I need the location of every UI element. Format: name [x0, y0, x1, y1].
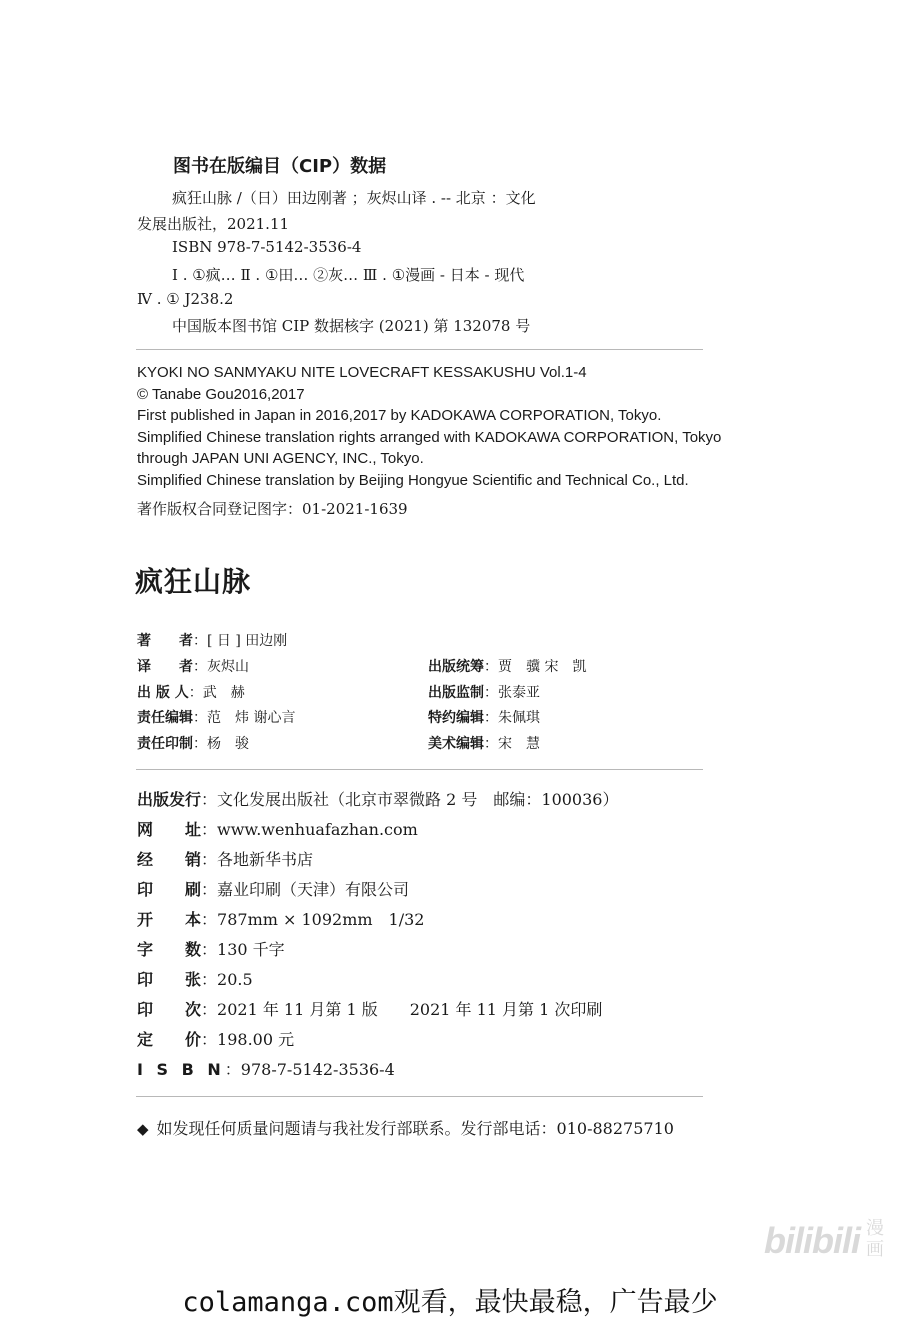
publication-row: [137, 937, 285, 960]
quality-notice: [137, 1116, 674, 1139]
publication-value: 198.00 元: [217, 1030, 295, 1049]
rights-line: © Tanabe Gou2016,2017: [137, 386, 305, 403]
publication-row: [137, 997, 602, 1020]
rights-line: Simplified Chinese translation rights arranged with KADOKAWA CORPORATION, Tokyo: [137, 429, 722, 446]
cip-line: 中国版本图书馆 CIP 数据核字 (2021) 第 132078 号: [172, 317, 531, 335]
publication-row: [137, 1057, 395, 1080]
publication-separator: ：: [201, 1030, 218, 1049]
credit-separator: ：: [193, 736, 207, 752]
publication-label: 定 价: [137, 1030, 202, 1049]
publication-separator: ：: [201, 880, 218, 899]
publication-value: 978-7-5142-3536-4: [240, 1060, 395, 1079]
credit-label: 出版监制: [428, 685, 484, 701]
publication-separator: ：: [201, 820, 218, 839]
publication-label: 网 址: [137, 820, 202, 839]
publication-separator: ：: [224, 1060, 241, 1079]
credit-value: 武 赫: [202, 685, 245, 701]
watermark-brand: bilibili: [764, 1220, 860, 1261]
cip-line: Ⅳ . ① J238.2: [137, 290, 234, 308]
credit-value: [ 日 ] 田边刚: [207, 633, 288, 649]
credit-value: 范 炜 谢心言: [207, 710, 296, 726]
footer-ad-text: colamanga.com观看，最快最稳，广告最少: [182, 1287, 718, 1318]
publication-row: [137, 967, 253, 990]
credit-label: 著 者: [137, 633, 193, 649]
publication-separator: ：: [201, 1000, 218, 1019]
publication-value: 各地新华书店: [217, 850, 314, 869]
publication-row: [137, 907, 425, 930]
credit-label: 译 者: [137, 659, 193, 675]
publication-separator: ：: [201, 940, 218, 959]
credit-row: [137, 707, 295, 727]
credit-value: 朱佩琪: [498, 710, 540, 726]
publication-value: 文化发展出版社（北京市翠微路 2 号 邮编：100036）: [217, 790, 619, 809]
credit-value: 宋 慧: [498, 736, 540, 752]
publication-label: I S B N: [137, 1060, 225, 1079]
cip-heading: 图书在版编目（CIP）数据: [173, 156, 387, 177]
publication-label: 印 刷: [137, 880, 202, 899]
bilibili-watermark: [764, 1214, 890, 1270]
publication-separator: ：: [201, 970, 218, 989]
credit-label: 出版统筹: [428, 659, 484, 675]
publication-label: 印 张: [137, 970, 202, 989]
publication-row: [137, 817, 418, 840]
credit-row: [137, 733, 249, 753]
credit-separator: ：: [193, 659, 207, 675]
copyright-registration: 著作版权合同登记图字：01-2021-1639: [137, 500, 408, 518]
publication-separator: ：: [201, 790, 218, 809]
credit-value: 张泰亚: [498, 685, 540, 701]
publication-row: [137, 877, 409, 900]
rights-line: KYOKI NO SANMYAKU NITE LOVECRAFT KESSAKUSHU Vol.1-4: [137, 364, 587, 381]
publication-separator: ：: [201, 910, 218, 929]
publication-value: 嘉业印刷（天津）有限公司: [217, 880, 410, 899]
publication-label: 出版发行: [137, 790, 202, 809]
credit-row: [137, 682, 245, 702]
credit-separator: ：: [188, 685, 203, 701]
credit-row: [137, 630, 287, 650]
publication-value: 130 千字: [217, 940, 285, 959]
rights-line: through JAPAN UNI AGENCY, INC., Tokyo.: [137, 450, 424, 467]
credit-row: [428, 733, 540, 753]
diamond-bullet-icon: ◆: [137, 1120, 149, 1138]
cip-line: 发展出版社，2021.11: [137, 215, 290, 233]
publication-label: 字 数: [137, 940, 202, 959]
divider: [136, 349, 703, 350]
publication-label: 开 本: [137, 910, 202, 929]
credit-value: 贾 骥 宋 凯: [498, 659, 587, 675]
cip-line: ISBN 978-7-5142-3536-4: [172, 238, 362, 256]
publication-label: 印 次: [137, 1000, 202, 1019]
cip-line: Ⅰ . ①疯… Ⅱ . ①田… ②灰… Ⅲ . ①漫画 - 日本 - 现代: [172, 266, 525, 284]
credit-label: 美术编辑: [428, 736, 484, 752]
publication-value: 20.5: [217, 970, 253, 989]
cip-line: 疯狂山脉 /（日）田边刚著 ；灰烬山译 . -- 北京 ：文化: [172, 189, 536, 207]
credit-separator: ：: [484, 710, 498, 726]
credit-row: [428, 656, 586, 676]
publication-label: 经 销: [137, 850, 202, 869]
publication-row: [137, 1027, 294, 1050]
divider: [136, 1096, 703, 1097]
credit-label: 出 版 人: [137, 685, 189, 701]
credit-separator: ：: [484, 685, 498, 701]
credit-label: 责任编辑: [137, 710, 193, 726]
credit-separator: ：: [193, 633, 207, 649]
divider: [136, 769, 703, 770]
publication-value: 787mm × 1092mm 1/32: [217, 910, 425, 929]
credit-label: 责任印制: [137, 736, 193, 752]
rights-line: Simplified Chinese translation by Beijing Hongyue Scientific and Technical Co., Ltd.: [137, 472, 689, 489]
publication-row: [137, 847, 313, 870]
credit-separator: ：: [193, 710, 207, 726]
publication-row: [137, 787, 618, 810]
credit-value: 灰烬山: [207, 659, 249, 675]
notice-text: 如发现任何质量问题请与我社发行部联系。发行部电话：010-88275710: [156, 1119, 674, 1138]
website-link[interactable]: www.wenhuafazhan.com: [217, 820, 418, 839]
credit-value: 杨 骏: [207, 736, 249, 752]
credit-row: [428, 682, 540, 702]
watermark-tag: 漫画: [866, 1218, 884, 1260]
rights-line: First published in Japan in 2016,2017 by KADOKAWA CORPORATION, Tokyo.: [137, 407, 662, 424]
credit-row: [428, 707, 540, 727]
book-title: 疯狂山脉: [135, 565, 252, 598]
credit-label: 特约编辑: [428, 710, 484, 726]
credit-row: [137, 656, 249, 676]
credit-separator: ：: [484, 659, 498, 675]
publication-separator: ：: [201, 850, 218, 869]
publication-value: 2021 年 11 月第 1 版 2021 年 11 月第 1 次印刷: [217, 1000, 603, 1019]
credit-separator: ：: [484, 736, 498, 752]
